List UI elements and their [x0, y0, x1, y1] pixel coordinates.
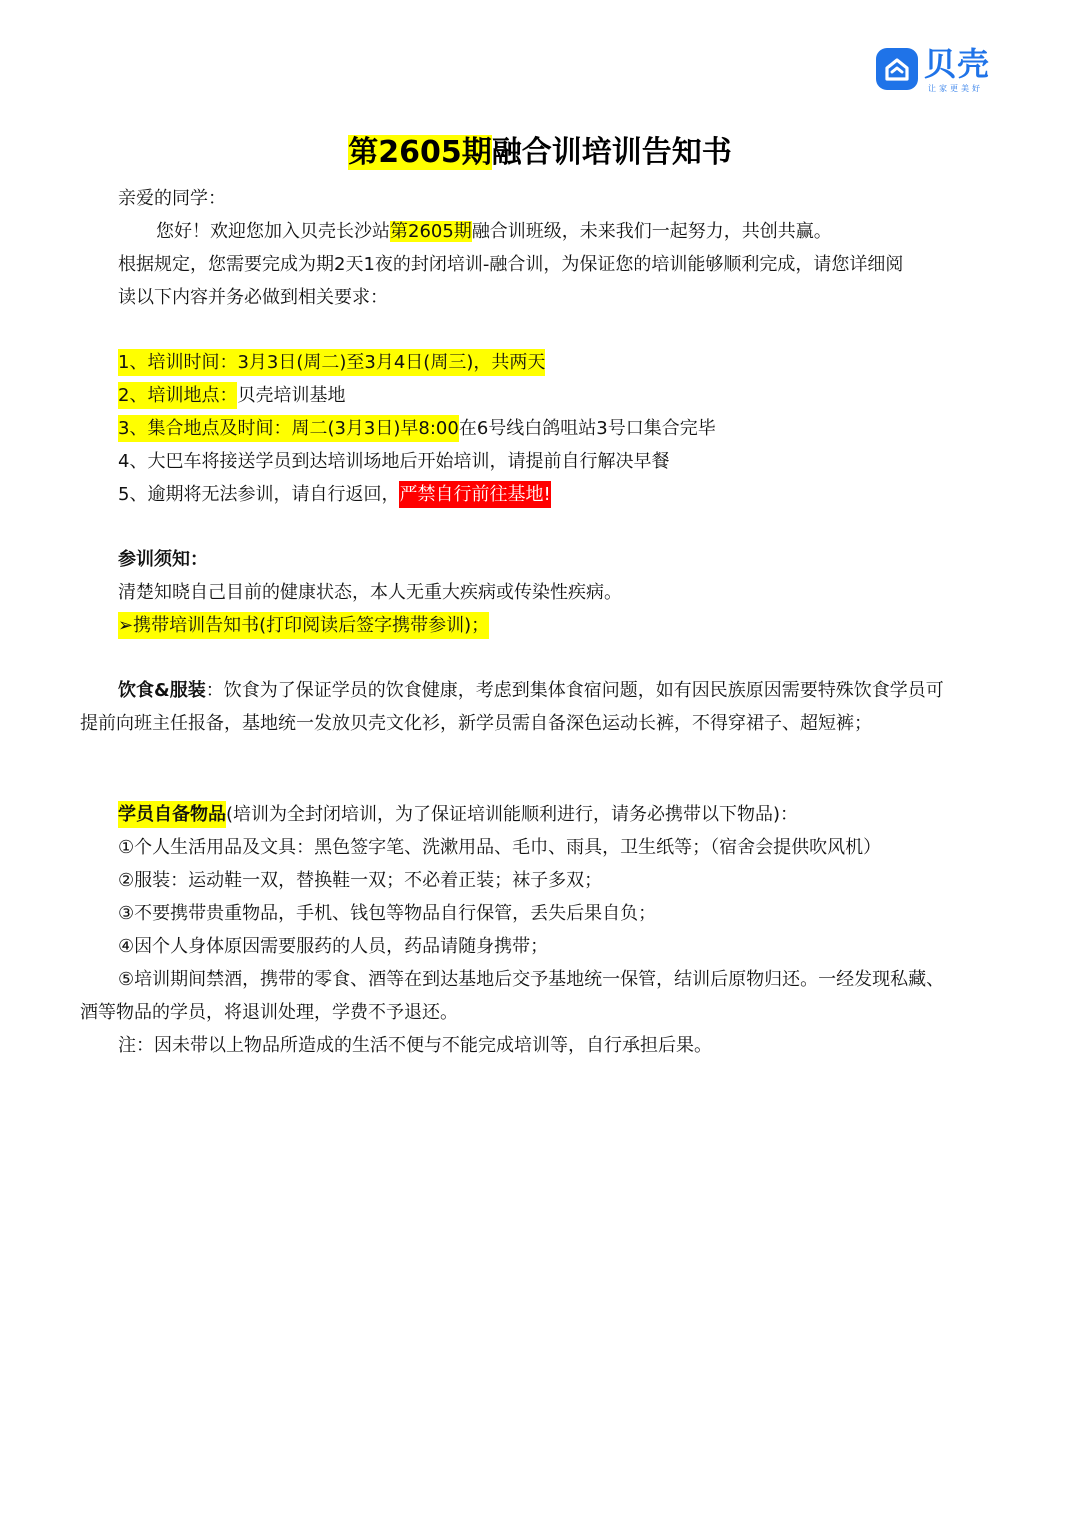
notice-heading: 参训须知： [118, 549, 208, 570]
food-heading: 饮食&服装 [118, 680, 206, 701]
supply-item-2: ②服装：运动鞋一双，替换鞋一双；不必着正装；袜子多双； [118, 870, 603, 891]
title-rest: 融合训培训告知书 [491, 135, 732, 170]
item-2 [118, 383, 345, 409]
item-1 [118, 350, 545, 376]
item-5-warning: 严禁自行前往基地! [399, 481, 550, 508]
welcome-pre: 您好！欢迎您加入贝壳长沙站 [156, 221, 390, 242]
notice-line-2-text: ➢携带培训告知书(打印阅读后签字携带参训)； [118, 612, 489, 639]
item-2-value: 贝壳培训基地 [237, 385, 346, 406]
welcome-line [156, 219, 832, 245]
notice-line-2 [118, 613, 489, 639]
item-4: 4、大巴车将接送学员到达培训场地后开始培训，请提前自行解决早餐 [118, 451, 670, 472]
supply-item-4: ④因个人身体原因需要服药的人员，药品请随身携带； [118, 936, 549, 957]
logo-name: 贝壳 [924, 45, 991, 83]
greeting: 亲爱的同学： [118, 188, 226, 209]
supplies-heading: 学员自备物品 [118, 801, 226, 828]
logo-slogan: 让家更美好 [928, 84, 983, 93]
item-5-pre: 5、逾期将无法参训，请自行返回， [118, 484, 400, 505]
house-icon [876, 48, 918, 90]
supply-item-1: ①个人生活用品及文具：黑色签字笔、洗漱用品、毛巾、雨具，卫生纸等；（宿舍会提供吹风机） [118, 837, 882, 858]
welcome-highlight: 第2605期 [390, 221, 472, 242]
item-5 [118, 482, 551, 508]
notice-line-1: 清楚知晓自己目前的健康状态，本人无重大疾病或传染性疾病。 [118, 582, 622, 603]
intro-line-1: 根据规定，您需要完成为期2天1夜的封闭培训-融合训，为保证您的培训能够顺利完成，请您详细阅 [118, 254, 904, 275]
brand-logo [876, 46, 996, 98]
item-3 [118, 416, 716, 442]
intro-line-2: 读以下内容并务必做到相关要求： [118, 287, 388, 308]
item-3-rest: 在6号线白鸽咀站3号口集合完毕 [458, 418, 716, 439]
page-title [0, 130, 1080, 176]
item-1-text: 1、培训时间：3月3日(周二)至3月4日(周三)，共两天 [118, 349, 545, 376]
supplies-intro: (培训为全封闭培训，为了保证培训能顺利进行，请务必携带以下物品)： [226, 804, 799, 825]
title-highlight: 第2605期 [348, 135, 492, 170]
food-text-1: ：饮食为了保证学员的饮食健康，考虑到集体食宿问题，如有因民族原因需要特殊饮食学员可 [205, 680, 944, 701]
item-3-highlight: 3、集合地点及时间：周二(3月3日)早8:00 [118, 415, 459, 442]
supplies-intro-line [118, 802, 798, 828]
food-line-2: 提前向班主任报备，基地统一发放贝壳文化衫，新学员需自备深色运动长裤，不得穿裙子、超短裤； [80, 713, 872, 734]
supply-item-5-line-2: 酒等物品的学员，将退训处理，学费不予退还。 [80, 1002, 458, 1023]
supplies-note: 注：因未带以上物品所造成的生活不便与不能完成培训等，自行承担后果。 [118, 1035, 712, 1056]
item-2-label: 2、培训地点： [118, 382, 237, 409]
food-line-1 [118, 678, 944, 704]
welcome-post: 融合训班级，未来我们一起努力，共创共赢。 [471, 221, 832, 242]
supply-item-5-line-1: ⑤培训期间禁酒，携带的零食、酒等在到达基地后交予基地统一保管，结训后原物归还。一经发现私藏、 [118, 969, 945, 990]
supply-item-3: ③不要携带贵重物品，手机、钱包等物品自行保管，丢失后果自负； [118, 903, 657, 924]
